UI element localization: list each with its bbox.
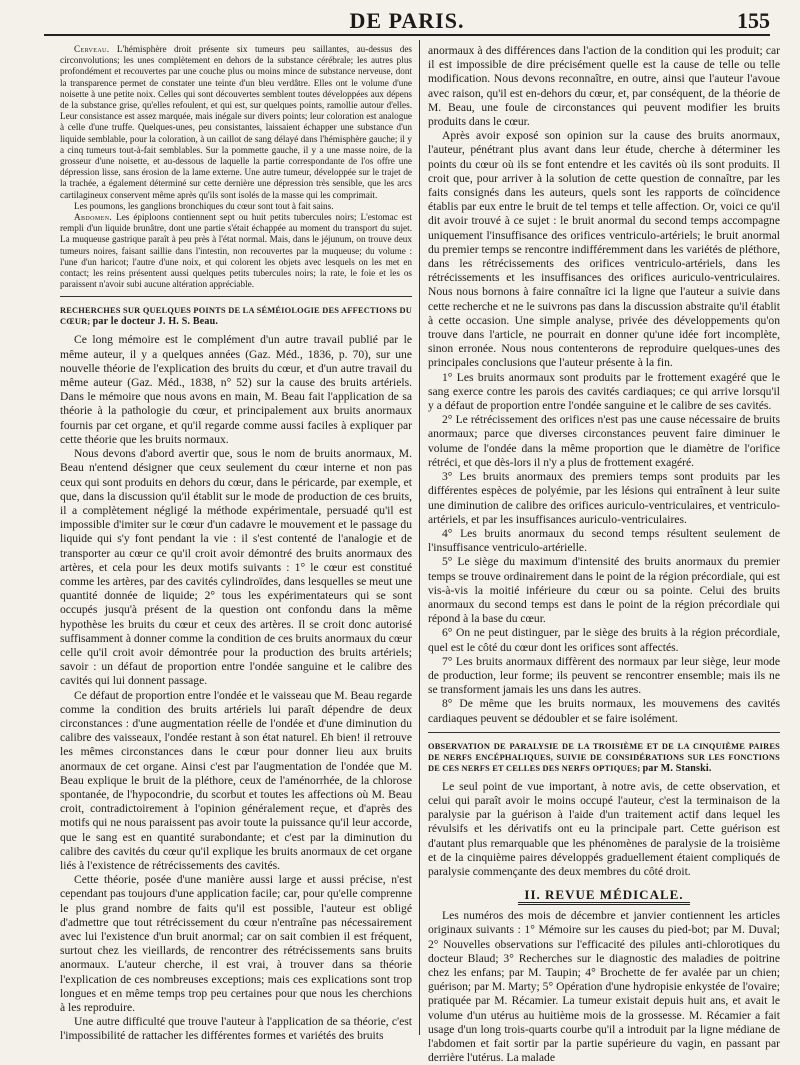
autopsy-cerveau-paragraph bbox=[60, 44, 412, 201]
cerveau-label: Cerveau. bbox=[74, 44, 110, 54]
article-paragraph: Ce long mémoire est le complément d'un autre travail publié par le même auteur, il y a quelques années (Gaz. Méd., 1836, p. 70), sur une nouvelle théorie de l'explication des bruits du cœur, et d'un autre travail du même auteur (Gaz. Méd., 1838, n° 52) sur la cause des bruits artériels. Dans le mémoire que nous avons en main, M. Beau fait l'application de sa théorie à la pathologie du cœur, et principalement aux bruits anormaux fournis par cet organe, et qu'il regarde comme aussi faciles à expliquer par cette théorie que les bruits normaux. bbox=[60, 333, 412, 446]
section-rule bbox=[60, 296, 412, 297]
page-header bbox=[44, 8, 770, 36]
article-paragraph: Une autre difficulté que trouve l'auteur à l'application de sa théorie, c'est l'impossibilité de rattacher les différentes formes et variétés des bruits bbox=[60, 1015, 412, 1043]
article-paragraph: Le seul point de vue important, à notre avis, de cette observation, et celui qui paraît avoir le moins occupé l'auteur, c'est la terminaison de la paralysie par la guérison à l'aide d'un traitement actif dans lequel les révulsifs et les dérivatifs ont eu la principale part. Cette guérison est d'autant plus remarquable que les phénomènes de paralysie de la troisième et de la cinquième paires développés graduellement étaient compliqués de paralysie commençante des deux membres du côté droit. bbox=[428, 779, 780, 878]
section-rule bbox=[428, 732, 780, 733]
section-author-beau: par le docteur J. H. S. Beau. bbox=[92, 316, 219, 328]
left-column bbox=[60, 44, 413, 1043]
conclusion-item: 8° De même que les bruits normaux, les mouvemens des cavités cardiaques peuvent se dédoubler et se faire isolément. bbox=[428, 697, 780, 725]
conclusion-item: 6° On ne peut distinguer, par le siège des bruits à la région précordiale, quel est le côté du cœur dont les orifices sont affectés. bbox=[428, 626, 780, 654]
article-paragraph: Cette théorie, posée d'une manière aussi large et aussi précise, n'est cependant pas toujours d'une application facile; car, pour qu'elle comprenne le plus grand nombre de faits qu'il est possible, l'auteur est obligé d'admettre que tout rétrécissement du cœur n'entraîne pas nécessairement avec lui l'existence d'un bruit anormal; car on sait combien il est fréquent, surtout chez les vieillards, de rencontrer des rétrécissements sans bruits anormaux. L'auteur cherche, il est vrai, à trouver dans sa théorie l'explication de ces nombreuses exceptions; mais ces explications sont trop longues et en même temps trop peu certaines pour que nous les cherchions à les reproduire. bbox=[60, 873, 412, 1015]
article-paragraph: Les numéros des mois de décembre et janvier contiennent les articles originaux suivants : 1° Mémoire sur les causes du pied-bot; par M. Duval; 2° Nouvelles observations sur l'efficacité des pilules anti-chlorotiques du docteur Blaud; 3° Recherches sur le diagnostic des maladies de poitrine chez les enfans; par M. Taupin; 4° Brochette de fer avalée par un chien; guérison; par M. Marty; 5° Opération d'une hydropisie enkystée de l'ovaire; pratiquée par M. Récamier. La tumeur existait depuis huit ans, et avait le volume d'un utérus au huitième mois de la grossesse. M. Récamier a fait usage d'un long trois-quarts courbe qu'il a introduit par la ligne médiane de l'abdomen et fait sortir par la partie supérieure du vagin, en passant par derrière l'utérus. La malade bbox=[428, 909, 780, 1065]
section-author-stanski: par M. Stanski. bbox=[642, 762, 712, 774]
revue-medicale-heading: II. REVUE MÉDICALE. bbox=[428, 887, 780, 903]
column-divider bbox=[419, 40, 420, 1035]
article-paragraph: Ce défaut de proportion entre l'ondée et le vaisseau que M. Beau regarde comme la condition des bruits artériels lui paraît dépendre de deux circonstances : d'une augmentation réelle de l'ondée et d'une diminution du calibre des vaisseaux, l'ondée restant à son état naturel. Eh bien! il retrouve les mêmes circonstances dans le cœur pour donner lieu aux bruits anormaux de cet organe. Ainsi c'est par l'augmentation de l'ondée que M. Beau explique le bruit de la pléthore, ceux de l'aménorrhée, de la chlorose spontanée, de l'hypocondrie, du scorbut et toutes les affections où M. Beau croit, contradictoirement à l'opinion généralement reçue, et d'après des motifs qui ne nous paraissent pas avoir toute la puissance qu'il leur accorde, que le sang est en quantité surabondante; et c'est par la diminution du calibre des cavités du cœur qu'il explique les bruits anormaux de cet organe liés à l'existence de rétrécissements des cavités. bbox=[60, 688, 412, 872]
page-number: 155 bbox=[737, 8, 770, 33]
conclusion-item: 5° Le siège du maximum d'intensité des bruits anormaux du premier temps se trouve ordinairement dans le point de la région précordiale, qui est vis-à-vis la moitié inférieure du cœur ou sa pointe. Celui des bruits anormaux du second temps est dans le point de la région précordiale qui répond à la base du cœur. bbox=[428, 555, 780, 626]
article-paragraph: Nous devons d'abord avertir que, sous le nom de bruits anormaux, M. Beau n'entend désigner que ceux seulement du cœur interne et non pas ceux qui sont produits en dehors du cœur, dans le péricarde, par exemple, et que, dans la discussion qu'il établit sur le mode de production de ces bruits, il a complètement négligé la méthode expérimentale, persuadé qu'il est impossible d'imiter sur le cœur d'un cadavre le mouvement et le passage du liquide qui s'y font pendant la vie : il s'est contenté de l'analogie et de transporter au cœur ce qu'il croit avoir démontré des bruits anormaux des artères, et cela pour les deux motifs suivants : 1° le cœur est constitué comme les artères, par des cavités cylindroïdes, dans lesquelles se meut une quantité donnée de liquide; 2° tous les expérimentateurs qui se sont occupés jusqu'à présent de la question ont confondu dans la même hypothèse les bruits du cœur et ceux des artères. Il se croit donc autorisé suffisamment à donner comme la condition de ces bruits anormaux du cœur celle qu'il croit avoir démontrée pour la production des bruits artériels; savoir : un défaut de proportion entre l'ondée sanguine et le calibre des cavités qui lui donnent passage. bbox=[60, 447, 412, 688]
cerveau-text: L'hémisphère droit présente six tumeurs peu saillantes, au-dessus des circonvolutions; les unes complètement en dehors de la substance cérébrale; les autres plus profondément et recouvertes par une couche plus ou moins mince de substance nerveuse, dont la transparence permet de constater une teinte d'un bleu verdâtre. Elles ont le volume d'une noisette à une petite noix. Celles qui sont découvertes semblent toutes développées aux dépens de la substance grise, qu'elles refoulent, et qui est, sur quelques points, ramollie autour d'elles. Leur consistance est assez marquée, mais inégale sur divers points; leur coloration est analogue à celle d'une truffe. Quelques-unes, peu consistantes, laissaient échapper une substance d'un liquide semblable, pour la coloration, à un caillot de sang délayé dans l'hémisphère gauche; il y a cinq tumeurs tout-à-fait semblables. Sur la pommette gauche, il y a une masse noire, de la grosseur d'une noisette, et au-dessous de laquelle la partie correspondante de l'os offre une dépression lisse, sans érosion de la lame externe. Une autre tumeur, développée sur le trajet de la trachée, a également déterminé sur cette dernière une dépression très sensible, que les arcs cartilagineux conservent même après qu'ils sont isolés de la masse qui les comprimait. bbox=[60, 44, 412, 200]
abdomen-label: Abdomen. bbox=[74, 212, 113, 223]
article-paragraph: anormaux à des différences dans l'action de la condition qui les produit; car il est impossible de dire précisément quelle est la cause de telle ou telle modification. Nous devons reconnaître, en outre, ainsi que l'auteur l'avoue avec raison, qu'il est en-dehors du cœur, et, par conséquent, de la théorie de M. Beau, une foule de circonstances qui peuvent modifier les bruits produits dans le cœur. bbox=[428, 44, 780, 129]
autopsy-abdomen-paragraph bbox=[60, 212, 412, 290]
running-title: DE PARIS. bbox=[349, 8, 465, 33]
conclusion-item: 3° Les bruits anormaux des premiers temps sont produits par les différentes espèces de polyémie, par les lésions qui entraînent à leur suite une diminution de calibre des orifices auriculo-ventriculaires, et ventriculo-artériels, et par les insuffisances auriculo-ventriculaires. bbox=[428, 470, 780, 526]
conclusion-item: 2° Le rétrécissement des orifices n'est pas une cause nécessaire de bruits anormaux; parce que diverses circonstances peuvent faire diminuer le volume de l'ondée dans la même proportion que le diamètre de l'orifice rétréci, et que dès-lors il n'y a plus de frottement exagéré. bbox=[428, 413, 780, 469]
article-paragraph: Après avoir exposé son opinion sur la cause des bruits anormaux, l'auteur, pénétrant plus avant dans leur étude, cherche à déterminer les points du cœur où ils se font entendre et les cavités où ils sont produits. Il croit que, pour arriver à la solution de cette question de connaître, par les faits consignés dans les auteurs, quels sont les rapports de coïncidence établis par eux entre le bruit de tel temps et telle affection. Or, voici ce qu'il dit avoir trouvé à ce sujet : le bruit anormal du second temps accompagne uniquement l'insuffisance des orifices ventriculo-artériels; le bruit anormal du premier temps se rencontre indifféremment dans les variétés de pléthore, dans les rétrécissements des orifices ventriculo-artériels, dans les rétrécissements et les insuffisances des orifices auriculo-ventriculaires. Nous nous bornons à faire connaître ici la ligne que l'auteur a suivie dans cette recherche et ne le suivrons pas dans la discussion abstraite qu'il établit à cette occasion. Une simple analyse, privée des développements qu'on trouve dans l'article, ne pourrait en donner qu'une idée fort incomplète, sinon erronée. Nous nous contenterons de reproduire quelques-unes des principales conclusions que l'auteur présente à la fin. bbox=[428, 129, 780, 370]
abdomen-text: Les épiploons contiennent sept ou huit petits tubercules noirs; L'estomac est rempli d'un liquide brunâtre, dont une partie s'était échappée au moment du transport du sujet. La muqueuse gastrique paraît à peu près à l'état normal. Mais, dans le jéjunum, on trouve deux tumeurs noires, faisant saillie dans l'intestin, non recouvertes par la muqueuse; du volume : l'une d'un haricot; l'autre d'une noix, et qui colorent les objets avec lesquels on les met en contact; les reins présentent aussi quelques petits tubercules noirs; la rate, le foie et les os paraissent n'avoir subi aucune altération appréciable. bbox=[60, 212, 413, 290]
section-title-stanski: OBSERVATION DE PARALYSIE DE LA TROISIÈME ET DE LA CINQUIÈME PAIRES DE NERFS ENCÉPHALIQUES, SUIVIE DE CONSIDÉRATIONS SUR LES FONCTIONS DE CES NERFS ET CELLES DES NERFS OPTIQUES; par M. Stanski. bbox=[428, 741, 780, 774]
section-title-beau: RECHERCHES SUR QUELQUES POINTS DE LA SÉMÉIOLOGIE DES AFFECTIONS DU CŒUR; par le docteur J. H. S. Beau. bbox=[60, 306, 412, 328]
poumons-paragraph: Les poumons, les ganglions bronchiques du cœur sont tout à fait sains. bbox=[74, 200, 334, 211]
conclusion-item: 1° Les bruits anormaux sont produits par le frottement exagéré que le sang exerce contre les parois des cavités cardiaques; ce qui arrive lorsqu'il y a défaut de proportion entre l'ondée sanguine et le calibre de ses cavités. bbox=[428, 370, 780, 413]
conclusion-item: 4° Les bruits anormaux du second temps résultent seulement de l'insuffisance ventriculo-artérielle. bbox=[428, 526, 780, 555]
right-column bbox=[428, 44, 780, 1065]
conclusion-item: 7° Les bruits anormaux diffèrent des normaux par leur siège, leur mode de production, leur forme; ils peuvent se rencontrer ensemble; mais ils ne se transforment jamais les uns dans les autres. bbox=[428, 654, 780, 697]
